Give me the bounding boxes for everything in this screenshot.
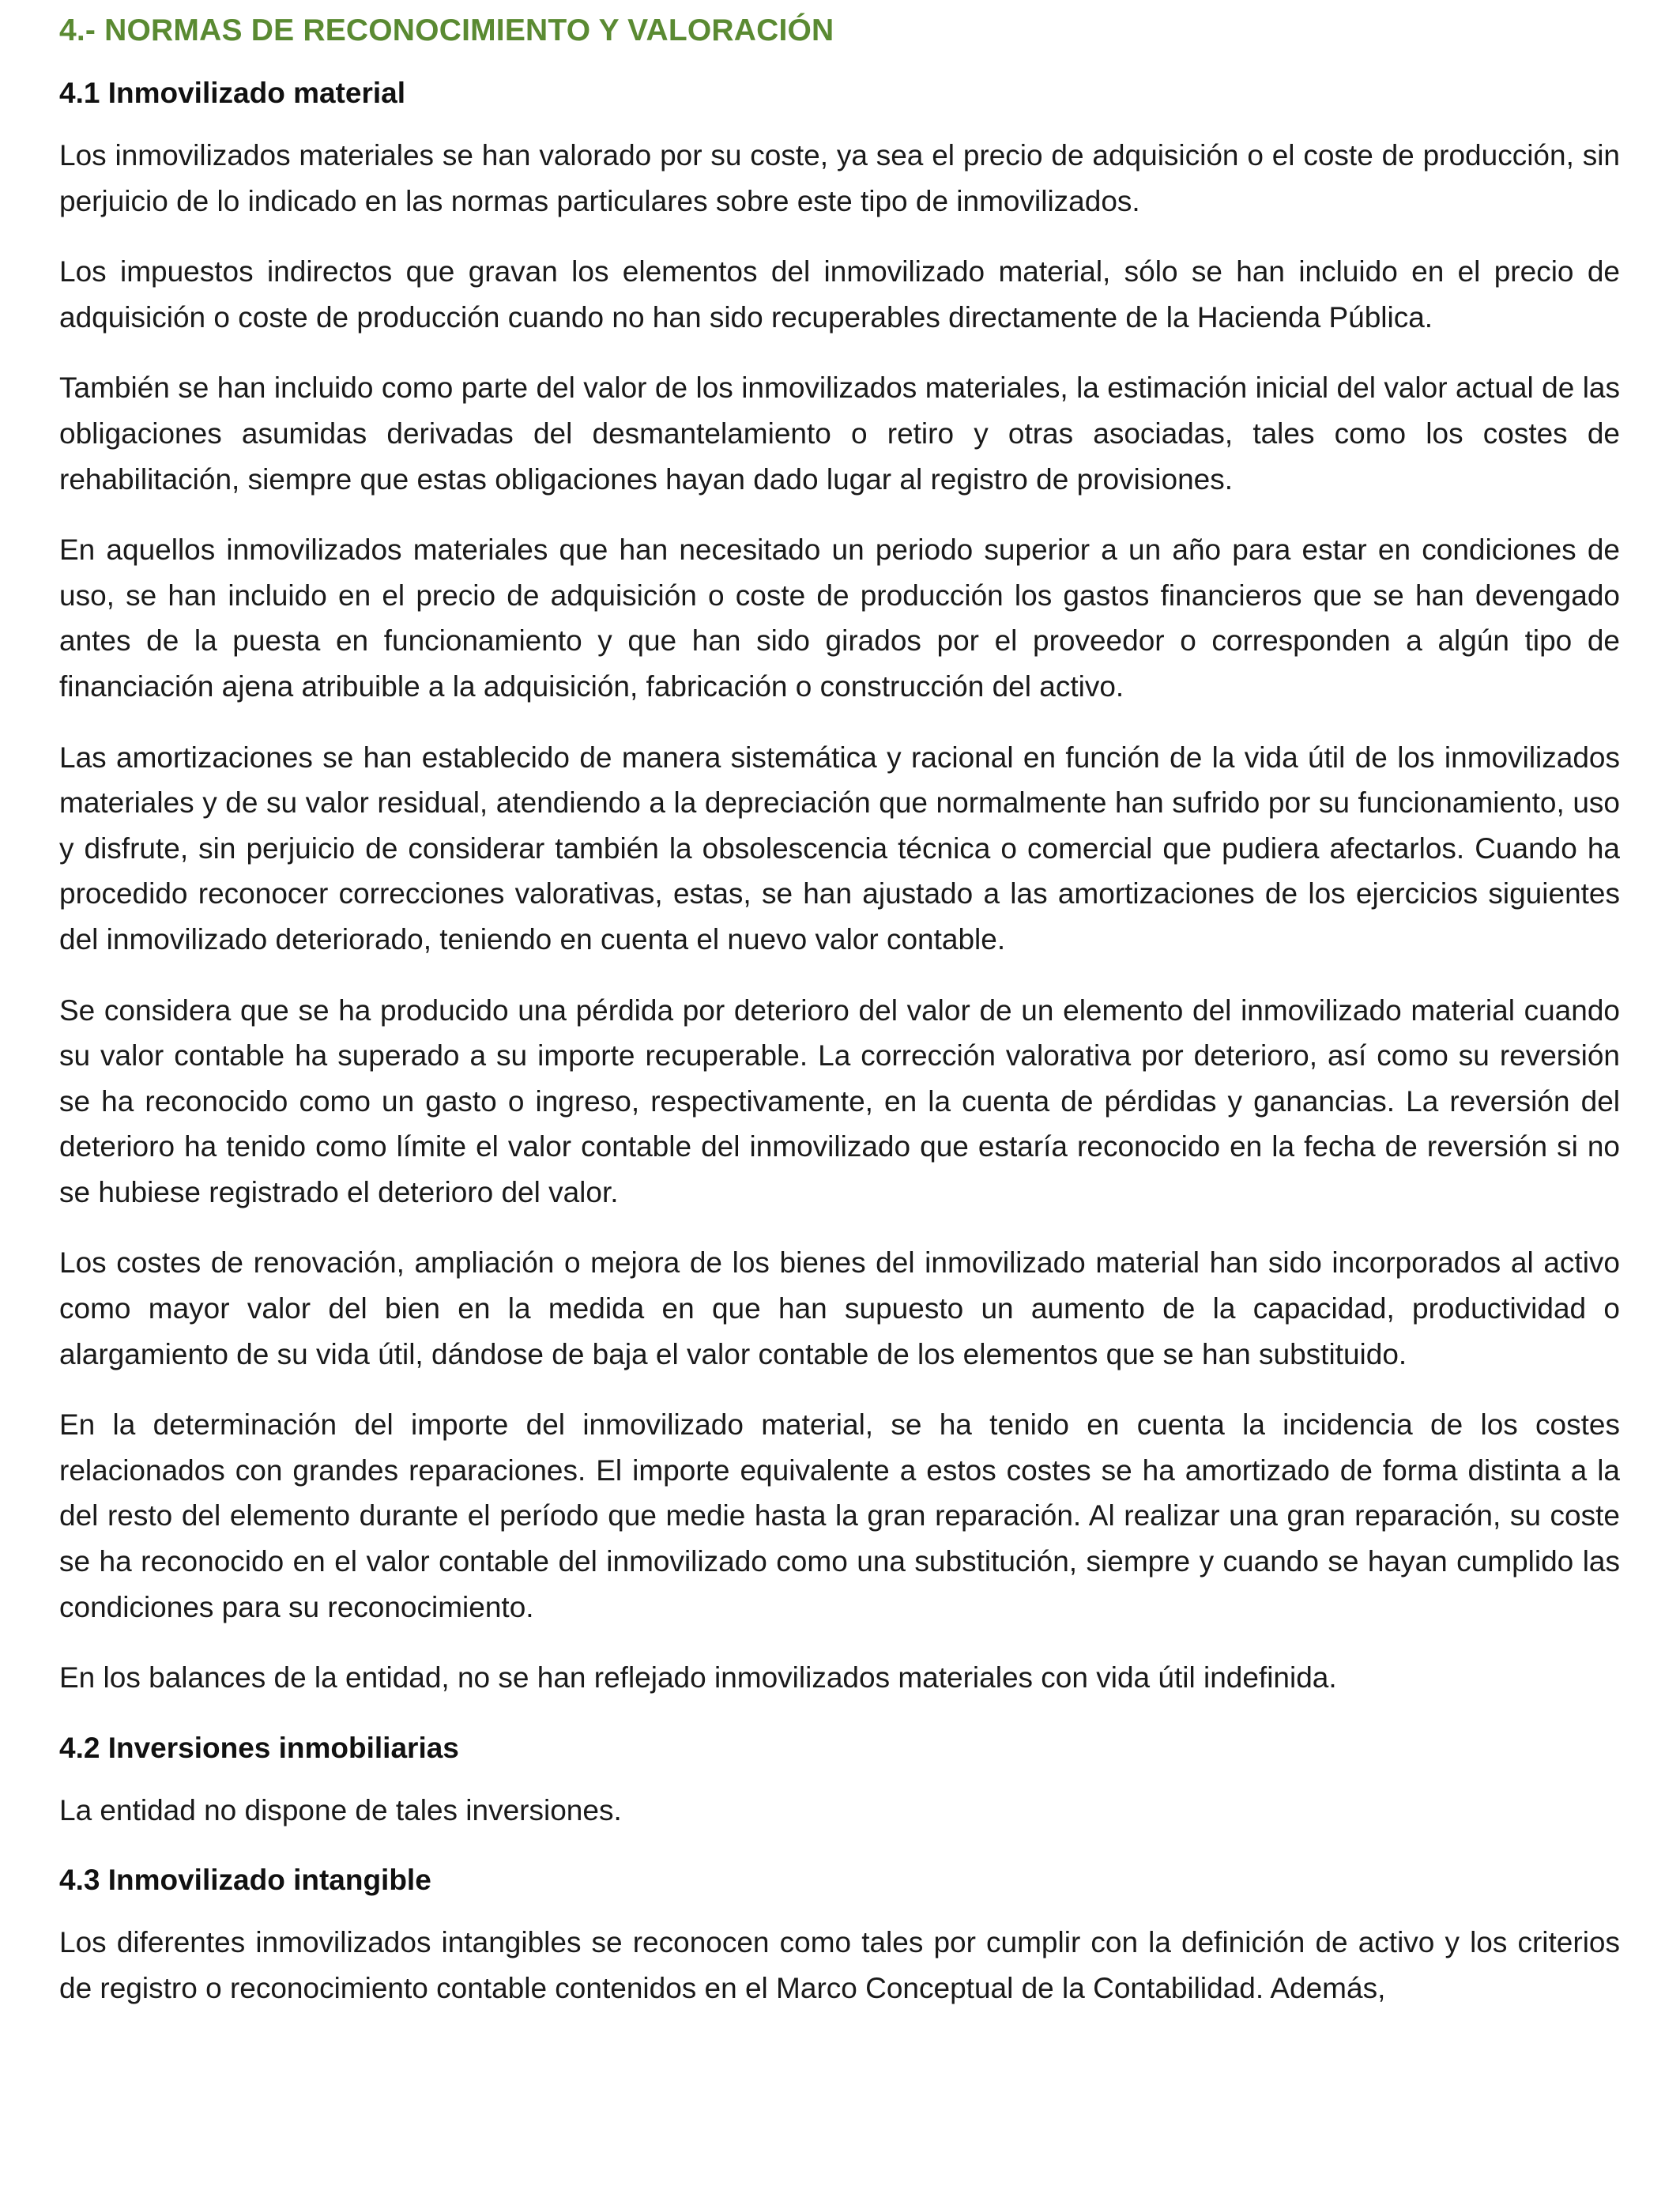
paragraph: Se considera que se ha producido una pérdida por deterioro del valor de un elemento del inmovilizado material cuando su valor contable ha superado a su importe recuperable. La corrección valorativa por deterioro, así como su reversión se ha reconocido como un gasto o ingreso, respectivamente, en la cuenta de pérdidas y ganancias. La reversión del deterioro ha tenido como límite el valor contable del inmovilizado que estaría reconocido en la fecha de reversión si no se hubiese registrado el deterioro del valor. [59,993,1620,1208]
section-heading-4-3: 4.3 Inmovilizado intangible [59,1864,431,1897]
paragraph: Las amortizaciones se han establecido de manera sistemática y racional en función de la vida útil de los inmovilizados materiales y de su valor residual, atendiendo a la depreciación que normalmente han sufrido por su funcionamiento, uso y disfrute, sin perjuicio de considerar también la obsolescencia técnica o comercial que pudiera afectarlos. Cuando ha procedido reconocer correcciones valorativas, estas, se han ajustado a las amortizaciones de los ejercicios siguientes del inmovilizado deteriorado, teniendo en cuenta el nuevo valor contable. [59,741,1620,956]
paragraph: En la determinación del importe del inmovilizado material, se ha tenido en cuenta la incidencia de los costes relacionados con grandes reparaciones. El importe equivalente a estos costes se ha amortizado de forma distinta a la del resto del elemento durante el período que medie hasta la gran reparación. Al realizar una gran reparación, su coste se ha reconocido en el valor contable del inmovilizado como una substitución, siempre y cuando se hayan cumplido las condiciones para su reconocimiento. [59,1408,1620,1623]
paragraph: También se han incluido como parte del valor de los inmovilizados materiales, la estimación inicial del valor actual de las obligaciones asumidas derivadas del desmantelamiento o retiro y otras asociadas, tales como los costes de rehabilitación, siempre que estas obligaciones hayan dado lugar al registro de provisiones. [59,371,1620,496]
document-page [59,6,1620,2011]
paragraph: Los impuestos indirectos que gravan los elementos del inmovilizado material, sólo se han incluido en el precio de adquisición o coste de producción cuando no han sido recuperables directamente de la Hacienda Pública. [59,255,1620,334]
document-title: 4.- NORMAS DE RECONOCIMIENTO Y VALORACIÓN [59,13,834,47]
section-heading-4-2: 4.2 Inversiones inmobiliarias [59,1731,459,1764]
paragraph: La entidad no dispone de tales inversiones. [59,1793,622,1826]
paragraph: En los balances de la entidad, no se han reflejado inmovilizados materiales con vida útil indefinida. [59,1661,1337,1695]
section-heading-4-1: 4.1 Inmovilizado material [59,77,405,109]
paragraph: Los costes de renovación, ampliación o mejora de los bienes del inmovilizado material han sido incorporados al activo como mayor valor del bien en la medida en que han supuesto un aumento de la capacidad, productividad o alargamiento de su vida útil, dándose de baja el valor contable de los elementos que se han substituido. [59,1246,1620,1370]
paragraph: En aquellos inmovilizados materiales que han necesitado un periodo superior a un año para estar en condiciones de uso, se han incluido en el precio de adquisición o coste de producción los gastos financieros que se han devengado antes de la puesta en funcionamiento y que han sido girados por el proveedor o corresponden a algún tipo de financiación ajena atribuible a la adquisición, fabricación o construcción del activo. [59,533,1620,703]
paragraph: Los diferentes inmovilizados intangibles se reconocen como tales por cumplir con la definición de activo y los criterios de registro o reconocimiento contable contenidos en el Marco Conceptual de la Contabilidad. Además, [59,1926,1620,2004]
paragraph: Los inmovilizados materiales se han valorado por su coste, ya sea el precio de adquisición o el coste de producción, sin perjuicio de lo indicado en las normas particulares sobre este tipo de inmovilizados. [59,139,1620,217]
